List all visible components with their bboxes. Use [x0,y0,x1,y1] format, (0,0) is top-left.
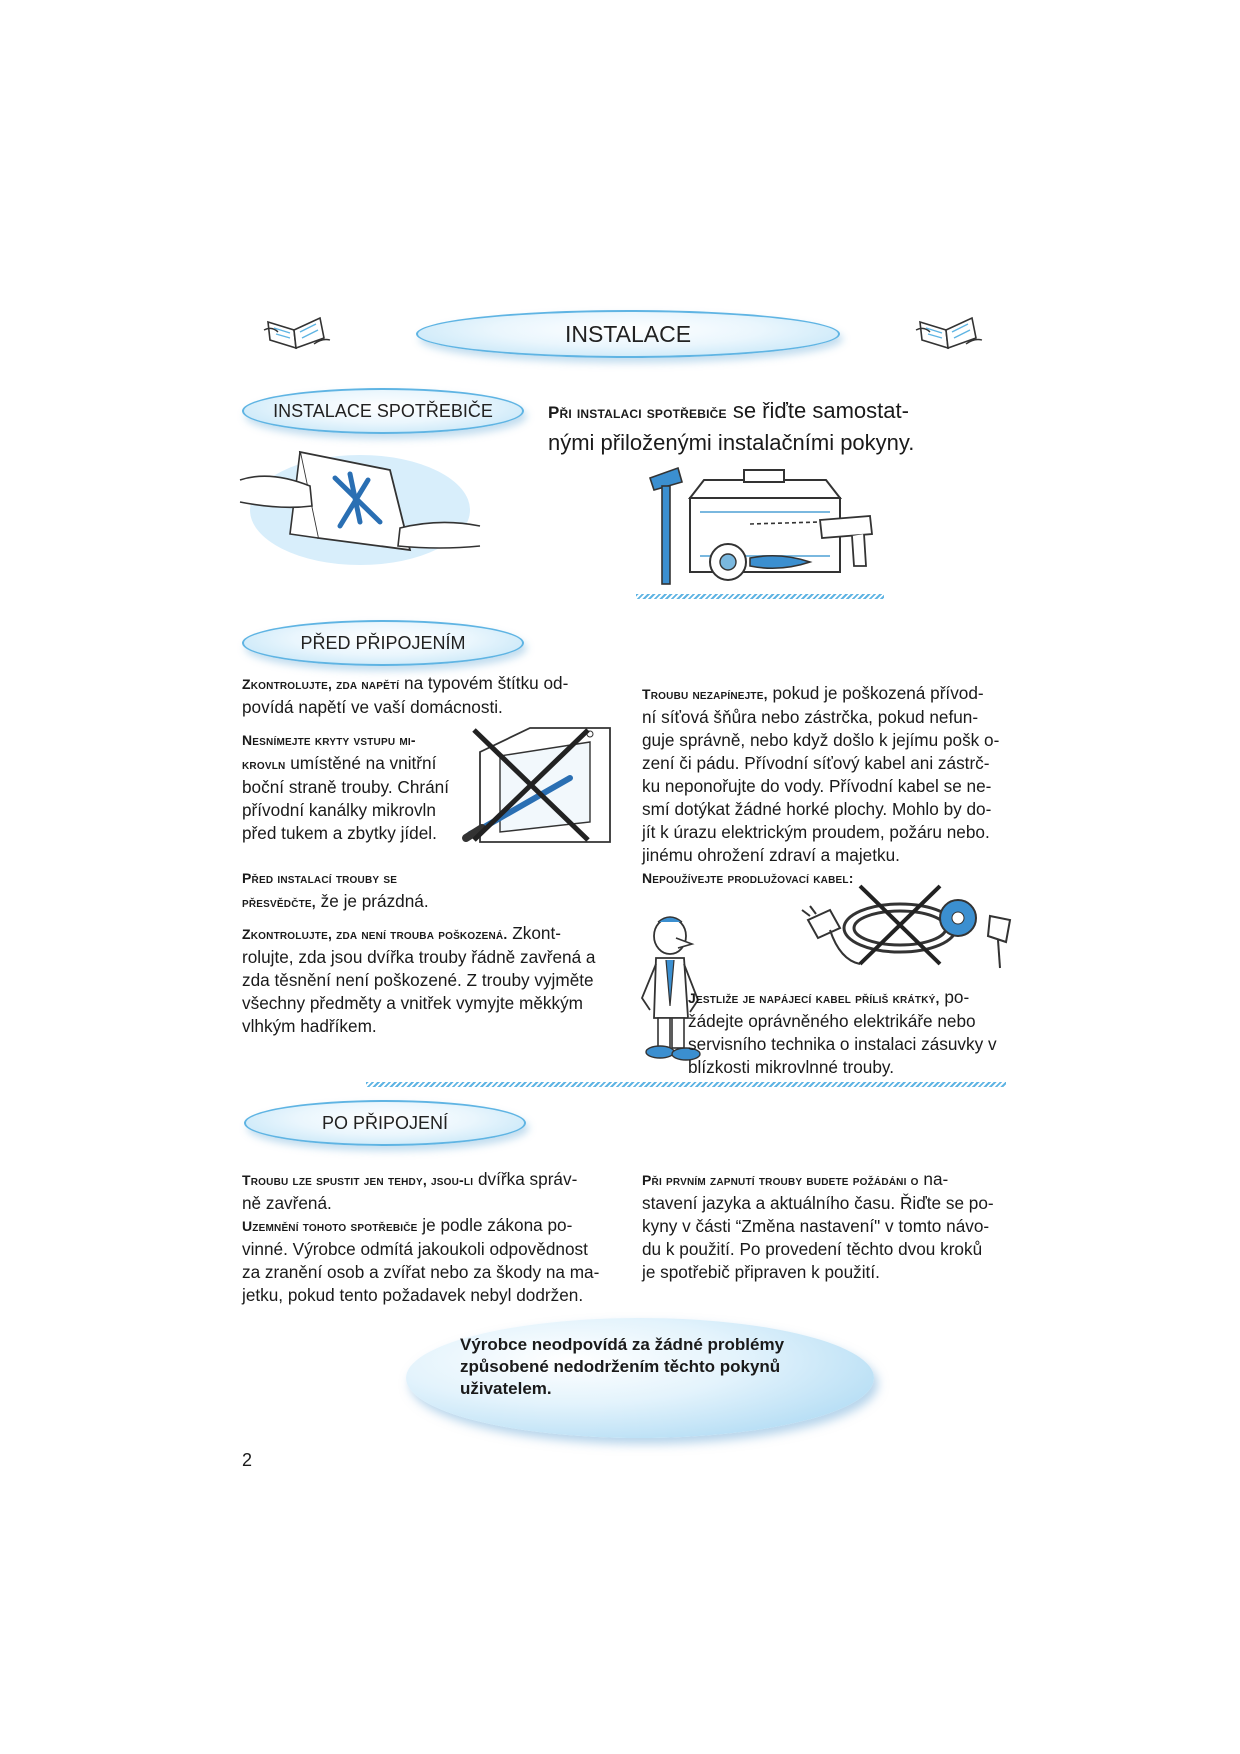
after-p1-line-1: dvířka správ- [473,1169,578,1189]
before-p5-line-4: zení či pádu. Přívodní síťový kabel ani zástrč- [642,753,990,773]
install-intro-text2: nými přiloženými instalačními pokyny. [548,430,915,455]
before-p7-line-4: blízkosti mikrovlnné trouby. [688,1057,895,1077]
warning-note-line-3: uživatelem. [460,1379,552,1398]
after-heading-pill [244,1100,526,1146]
before-p6-lead: Nepoužívejte prodlužovací kabel: [642,870,854,886]
after-p3-line-3: kyny v části “Změna nastavení" v tomto návo- [642,1216,990,1236]
warning-note-line-1: Výrobce neodpovídá za žádné problémy [460,1335,785,1354]
before-p5-line-3: guje správně, nebo když došlo k jejímu pošk o- [642,730,1000,750]
after-p2 [242,1214,622,1307]
after-heading: PO PŘIPOJENÍ [321,1112,449,1133]
open-book-icon-left [262,308,332,354]
before-p2-line-2: boční straně trouby. Chrání [242,777,449,797]
after-p3-line-5: je spotřebič připraven k použití. [642,1262,880,1282]
before-heading-pill [242,620,524,666]
before-p5-line-8: jinému ohrožení zdraví a majetku. [642,845,900,865]
install-intro-lead: Při instalaci spotřebiče [548,403,727,422]
divider-rule-2 [366,1082,1006,1087]
before-p4-lead: Zkontrolujte, zda není trouba poškozená. [242,926,508,942]
before-p2-lead-1: Nesnímejte kryty vstupu mi- [242,732,416,748]
after-p1-line-2: ně zavřená. [242,1193,332,1213]
open-book-icon-right [914,308,984,354]
no-extension-cable-illustration [800,880,1020,970]
after-p3-line-4: du k použití. Po provedení těchto dvou kroků [642,1239,983,1259]
toolbox-illustration [640,462,880,590]
install-intro [548,396,988,458]
after-p2-line-1: je podle zákona po- [417,1215,573,1235]
before-p2-line-3: přívodní kanálky mikrovln [242,800,436,820]
before-p1-line-1: na typovém štítku od- [399,673,569,693]
after-p3 [642,1168,1022,1284]
after-p2-line-2: vinné. Výrobce odmítá jakoukoli odpovědnost [242,1239,588,1259]
before-p1-lead: Zkontrolujte, zda napětí [242,676,400,692]
before-p3-lead-2: přesvědčte, [242,894,316,910]
warning-note-line-2: způsobené nedodržením těchto pokynů [460,1357,781,1376]
page-number: 2 [242,1450,253,1470]
after-p1-lead: Troubu lze spustit jen tehdy, jsou-li [242,1172,474,1188]
after-p3-lead: Při prvním zapnutí trouby budete požádáni o [642,1172,919,1188]
before-p5 [642,682,1022,867]
after-p2-line-3: za zranění osob a zvířat nebo za škody na ma- [242,1262,600,1282]
before-p5-lead: Troubu nezapínejte, [642,686,768,702]
header-title-pill [416,310,840,358]
install-intro-text: se řiďte samostat- [726,398,909,423]
before-p7 [688,986,1028,1079]
warning-note-text [460,1334,860,1400]
after-p2-lead: Uzemnění tohoto spotřebiče [242,1218,418,1234]
before-p3-line-1: že je prázdná. [315,891,429,911]
hands-manual-illustration [240,430,480,570]
install-heading: INSTALACE SPOTŘEBIČE [273,400,493,421]
before-p2 [242,728,462,845]
install-heading-pill [242,388,524,434]
after-p3-line-1: na- [918,1169,949,1189]
before-p5-line-1: pokud je poškozená přívod- [767,683,984,703]
before-p7-line-1: po- [939,987,970,1007]
before-p4-line-5: vlhkým hadříkem. [242,1016,377,1036]
before-p7-line-3: servisního technika o instalaci zásuvky v [688,1034,997,1054]
divider-rule-1 [636,594,884,599]
before-p5-line-7: jít k úrazu elektrickým proudem, požáru nebo. [642,822,990,842]
before-heading: PŘED PŘIPOJENÍM [300,632,466,653]
after-p1 [242,1168,622,1215]
page-title: INSTALACE [564,320,692,347]
no-remove-cover-illustration [460,722,620,852]
before-p3-lead-1: Před instalací trouby se [242,870,398,886]
before-p4-line-4: všechny předměty a vnitřek vymyjte měkkým [242,993,583,1013]
before-p1 [242,672,602,719]
before-p2-line-1: umístěné na vnitřní [285,753,437,773]
before-p7-lead: Jestliže je napájecí kabel příliš krátký, [688,990,940,1006]
before-p1-line-2: povídá napětí ve vaší domácnosti. [242,697,503,717]
before-p7-line-2: žádejte oprávněného elektrikáře nebo [688,1011,976,1031]
before-p4-line-3: zda těsnění není poškozené. Z trouby vyjměte [242,970,594,990]
before-p2-lead-2: krovln [242,756,286,772]
before-p2-line-4: před tukem a zbytky jídel. [242,823,437,843]
before-p4-line-1: Zkont- [507,923,561,943]
before-p4 [242,922,622,1038]
before-p3 [242,866,542,914]
before-p5-line-6: smí dotýkat žádné horké plochy. Mohlo by do- [642,799,992,819]
before-p5-line-5: ku neponořujte do vody. Přívodní kabel se ne- [642,776,992,796]
after-p2-line-4: jetku, pokud tento požadavek nebyl dodržen. [242,1285,584,1305]
after-p3-line-2: stavení jazyka a aktuálního času. Řiďte se po- [642,1193,994,1213]
before-p5-line-2: ní síťová šňůra nebo zástrčka, pokud nefun- [642,707,979,727]
before-p4-line-2: rolujte, zda jsou dvířka trouby řádně zavřená a [242,947,596,967]
